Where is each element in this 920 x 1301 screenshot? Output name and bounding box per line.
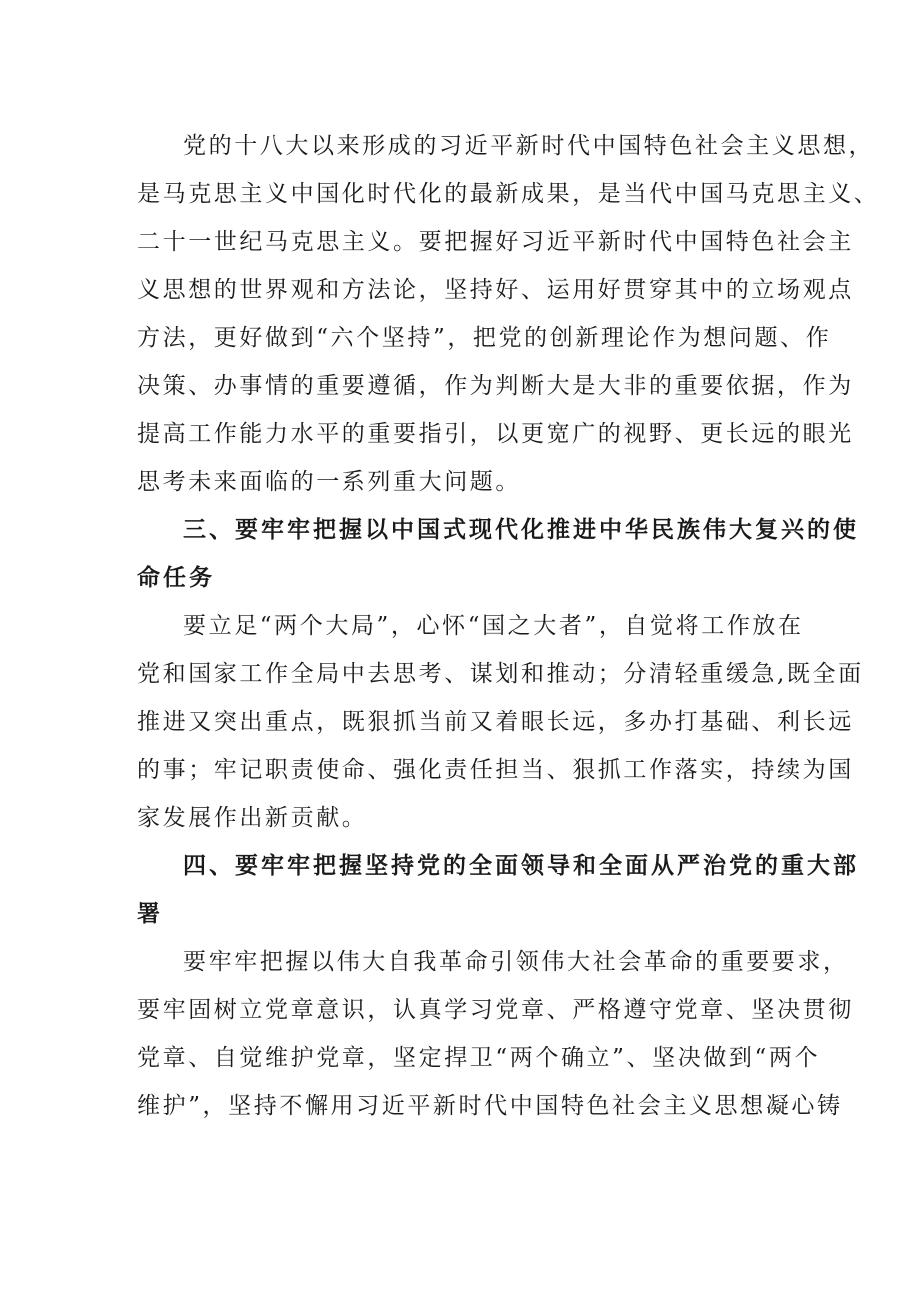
text-line: 方法，更好做到“六个坚持”，把党的创新理论作为想问题、作 (137, 325, 832, 351)
text-line: 要立足“两个大局”，心怀“国之大者”，自觉将工作放在 (183, 613, 804, 639)
text-line: 二十一世纪马克思主义。要把握好习近平新时代中国特色社会主 (137, 229, 854, 255)
text-line: 决策、办事情的重要遵循，作为判断大是大非的重要依据，作为 (137, 373, 854, 399)
text-line: 要牢牢把握以伟大自我革命引领伟大社会革命的重要要求， (183, 949, 849, 975)
text-line: 维护”，坚持不懈用习近平新时代中国特色社会主义思想凝心铸 (137, 1093, 843, 1119)
text-line: 义思想的世界观和方法论，坚持好、运用好贯穿其中的立场观点 (137, 277, 854, 303)
text-line: 的事；牢记职责使命、强化责任担当、狠抓工作落实，持续为国 (137, 757, 854, 783)
heading-line: 四、要牢牢把握坚持党的全面领导和全面从严治党的重大部 (183, 853, 859, 879)
paragraph-section-3 (137, 602, 864, 842)
section-heading-3 (137, 506, 859, 602)
text-line: 党章、自觉维护党章，坚定捍卫“两个确立”、坚决做到“两个 (137, 1045, 821, 1071)
document-body (137, 122, 880, 1130)
text-line: 家发展作出新贡献。 (137, 805, 368, 831)
paragraph-intro (137, 122, 880, 506)
text-line: 提高工作能力水平的重要指引，以更宽广的视野、更长远的眼光 (137, 421, 854, 447)
text-line: 思考未来面临的一系列重大问题。 (137, 469, 521, 495)
text-line: 党的十八大以来形成的习近平新时代中国特色社会主义思想， (183, 133, 875, 159)
heading-line: 署 (137, 901, 163, 927)
heading-line: 命任务 (137, 565, 215, 591)
heading-line: 三、要牢牢把握以中国式现代化推进中华民族伟大复兴的使 (183, 517, 859, 543)
text-line: 是马克思主义中国化时代化的最新成果，是当代中国马克思主义、 (137, 181, 880, 207)
text-line: 党和国家工作全局中去思考、谋划和推动；分清轻重缓急,既全面 (137, 661, 864, 687)
text-line: 要牢固树立党章意识，认真学习党章、严格遵守党章、坚决贯彻 (137, 997, 854, 1023)
paragraph-section-4 (137, 938, 854, 1130)
section-heading-4 (137, 842, 859, 938)
text-line: 推进又突出重点，既狠抓当前又着眼长远，多办打基础、利长远 (137, 709, 854, 735)
